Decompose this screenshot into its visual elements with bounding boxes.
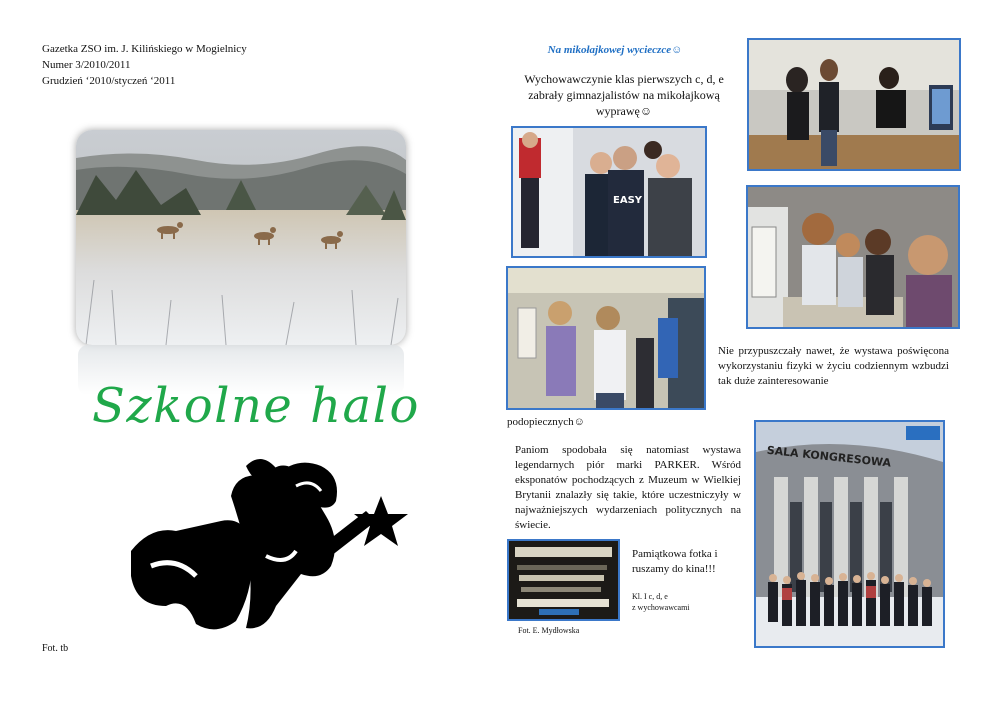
newsletter-title: Szkolne halo [92, 378, 420, 434]
article-paragraph-1: Nie przypuszczały nawet, że wystawa poświęcona wykorzystaniu fizyki w życiu codziennym wzbudzi tak duże zainteresowanie [718, 345, 949, 387]
photo-sala-kongresowa [754, 420, 945, 648]
header-line-3: Grudzień ‘2010/styczeń ‘2011 [42, 75, 176, 87]
article-paragraph-1-cont: podopiecznych☺ [507, 416, 585, 428]
article-photo-credit: Fot. E. Mydłowska [518, 626, 580, 635]
photo-boys-exhibition [511, 126, 707, 258]
photo-parker-pens [507, 539, 620, 621]
article-paragraph-2: Paniom spodobała się natomiast wystawa legendarnych piór marki PARKER. Wśród eksponatów pochodzących z Muzeum w Wielkiej Brytanii znalazły się takie, które uczestniczyły w najważniejszych wydarzeniach politycznych na świecie. [515, 444, 741, 531]
header-line-2: Numer 3/2010/2011 [42, 59, 131, 71]
winter-deer-photo [76, 130, 406, 345]
building-sign-text: SALA KONGRESOWA [766, 443, 892, 470]
svg-text:EASY: EASY [613, 195, 643, 206]
caption-class: Kl. I c, d, e [632, 592, 668, 601]
newsletter-header [42, 41, 247, 89]
photo-girls-gallery [506, 266, 706, 410]
caption-teachers: z wychowawcami [632, 603, 690, 612]
photo-caption [632, 591, 748, 613]
left-photo-credit: Fot. tb [42, 643, 69, 654]
photo-group-exhibit-screen [747, 38, 961, 171]
header-line-1: Gazetka ZSO im. J. Kilińskiego w Mogielnicy [42, 43, 247, 55]
article-intro: Wychowawczynie klas pierwszych c, d, e zabrały gimnazjalistów na mikołajkową wyprawę☺ [524, 72, 724, 118]
article-paragraph-3: Pamiątkowa fotka i ruszamy do kina!!! [632, 548, 718, 575]
photo-girls-experiment [746, 185, 960, 329]
article-headline: Na mikołajkowej wycieczce☺ [547, 44, 683, 56]
angel-silhouette-icon [126, 456, 416, 636]
